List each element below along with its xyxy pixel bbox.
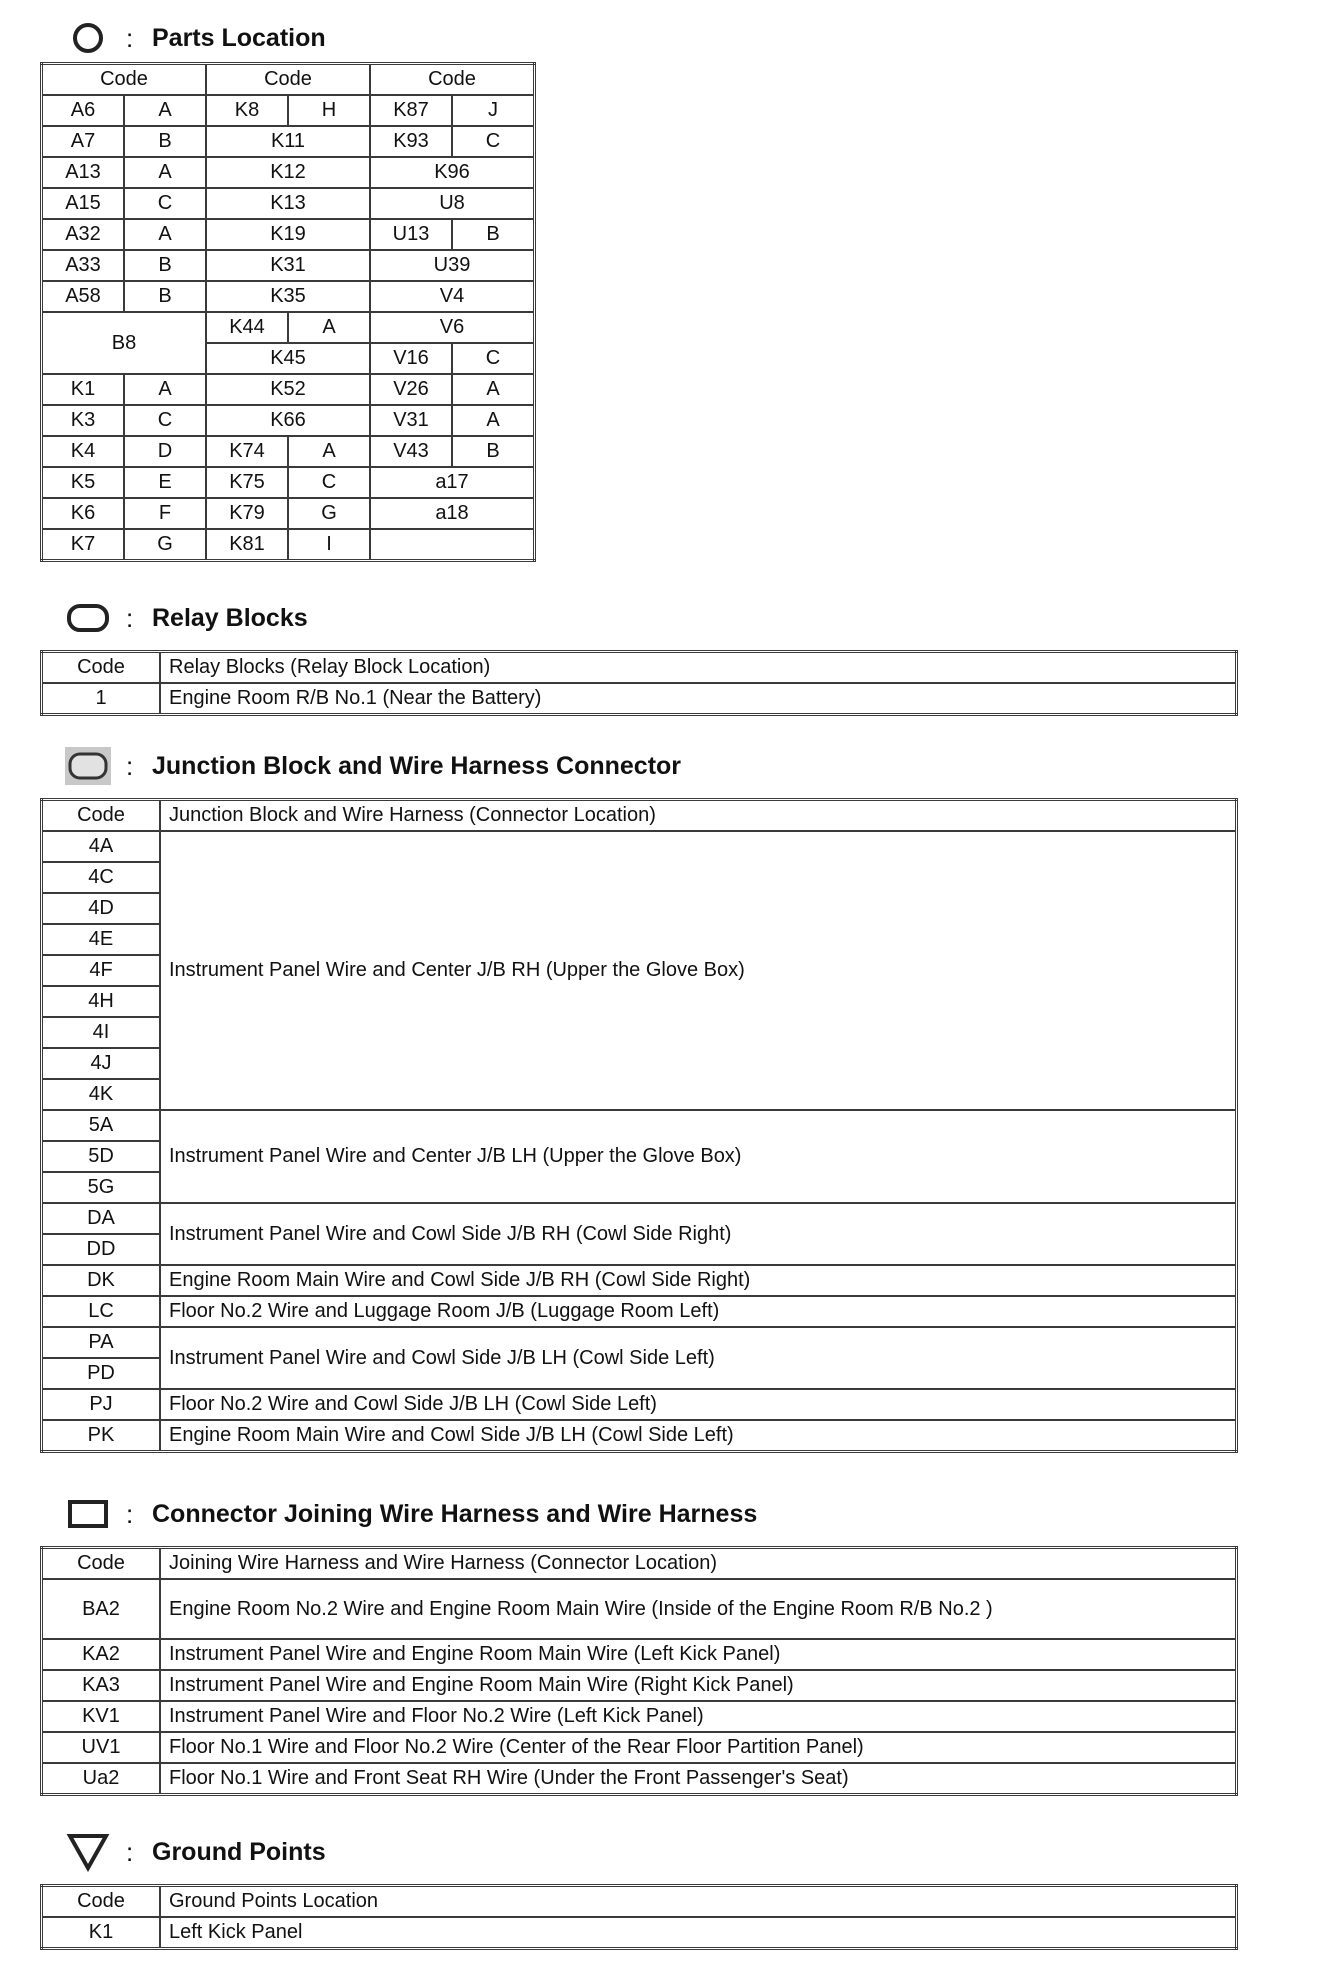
table-row bbox=[42, 405, 535, 436]
table-row bbox=[42, 188, 535, 219]
table-cell: V4 bbox=[370, 281, 535, 312]
code-cell: KA3 bbox=[42, 1670, 161, 1701]
desc-cell: Floor No.2 Wire and Cowl Side J/B LH (Cowl Side Left) bbox=[160, 1389, 1237, 1420]
table-row bbox=[42, 831, 1237, 862]
table-row bbox=[42, 1548, 1237, 1580]
table-cell: K6 bbox=[42, 498, 125, 529]
table-row bbox=[42, 652, 1237, 684]
table-row bbox=[42, 1917, 1237, 1949]
table-row bbox=[42, 374, 535, 405]
code-cell: PD bbox=[42, 1358, 161, 1389]
relay-blocks-table bbox=[40, 650, 1238, 716]
table-cell: B bbox=[452, 219, 535, 250]
desc-cell: Ground Points Location bbox=[160, 1886, 1237, 1918]
desc-cell: Instrument Panel Wire and Floor No.2 Wire (Left Kick Panel) bbox=[160, 1701, 1237, 1732]
code-cell: PJ bbox=[42, 1389, 161, 1420]
table-cell: A33 bbox=[42, 250, 125, 281]
table-cell: Code bbox=[42, 64, 207, 96]
table-cell: K5 bbox=[42, 467, 125, 498]
junction-block-heading bbox=[58, 744, 681, 788]
table-cell: I bbox=[288, 529, 370, 561]
table-cell: A6 bbox=[42, 95, 125, 126]
table-cell: D bbox=[124, 436, 206, 467]
table-cell: K44 bbox=[206, 312, 288, 343]
table-row bbox=[42, 1110, 1237, 1141]
table-cell: K1 bbox=[42, 374, 125, 405]
desc-cell: Instrument Panel Wire and Cowl Side J/B LH (Cowl Side Left) bbox=[160, 1327, 1237, 1389]
code-cell: 4E bbox=[42, 924, 161, 955]
table-row bbox=[42, 1670, 1237, 1701]
table-cell: K45 bbox=[206, 343, 370, 374]
table-row bbox=[42, 1732, 1237, 1763]
desc-cell: Floor No.2 Wire and Luggage Room J/B (Luggage Room Left) bbox=[160, 1296, 1237, 1327]
desc-cell: Instrument Panel Wire and Center J/B LH (Upper the Glove Box) bbox=[160, 1110, 1237, 1203]
code-cell: KV1 bbox=[42, 1701, 161, 1732]
table-cell: K7 bbox=[42, 529, 125, 561]
code-cell: 4I bbox=[42, 1017, 161, 1048]
section-title: Parts Location bbox=[152, 23, 326, 52]
table-row bbox=[42, 219, 535, 250]
table-cell: K13 bbox=[206, 188, 370, 219]
code-cell: UV1 bbox=[42, 1732, 161, 1763]
code-cell: 4A bbox=[42, 831, 161, 862]
table-cell: B bbox=[124, 250, 206, 281]
code-cell: DA bbox=[42, 1203, 161, 1234]
code-cell: 4F bbox=[42, 955, 161, 986]
table-row bbox=[42, 95, 535, 126]
code-cell: BA2 bbox=[42, 1579, 161, 1639]
section-title: Relay Blocks bbox=[152, 603, 308, 632]
heading-colon: : bbox=[126, 1836, 134, 1867]
table-cell: A bbox=[124, 219, 206, 250]
code-cell: Ua2 bbox=[42, 1763, 161, 1795]
table-row bbox=[42, 1327, 1237, 1358]
code-cell: Code bbox=[42, 652, 161, 684]
table-cell: K4 bbox=[42, 436, 125, 467]
connector-joining-table bbox=[40, 1546, 1238, 1796]
parts-location-table bbox=[40, 62, 536, 562]
code-cell: K1 bbox=[42, 1917, 161, 1949]
table-row bbox=[42, 800, 1237, 832]
table-cell: Code bbox=[206, 64, 370, 96]
table-cell: V26 bbox=[370, 374, 452, 405]
table-cell: K75 bbox=[206, 467, 288, 498]
table-row bbox=[42, 250, 535, 281]
table-cell: C bbox=[124, 188, 206, 219]
code-cell: KA2 bbox=[42, 1639, 161, 1670]
table-cell: K3 bbox=[42, 405, 125, 436]
code-cell: DK bbox=[42, 1265, 161, 1296]
table-row bbox=[42, 1701, 1237, 1732]
table-row bbox=[42, 1265, 1237, 1296]
table-cell: A bbox=[124, 374, 206, 405]
table-cell: K66 bbox=[206, 405, 370, 436]
table-cell: V6 bbox=[370, 312, 535, 343]
code-cell: Code bbox=[42, 1886, 161, 1918]
table-row bbox=[42, 467, 535, 498]
table-cell: K81 bbox=[206, 529, 288, 561]
code-cell: DD bbox=[42, 1234, 161, 1265]
desc-cell: Floor No.1 Wire and Front Seat RH Wire (Under the Front Passenger's Seat) bbox=[160, 1763, 1237, 1795]
table-cell: A bbox=[452, 405, 535, 436]
table-cell: K96 bbox=[370, 157, 535, 188]
code-cell: LC bbox=[42, 1296, 161, 1327]
code-cell: 1 bbox=[42, 683, 161, 715]
section-title: Junction Block and Wire Harness Connector bbox=[152, 751, 682, 780]
heading-colon: : bbox=[126, 1498, 134, 1529]
table-cell: K35 bbox=[206, 281, 370, 312]
table-cell: K52 bbox=[206, 374, 370, 405]
table-cell: a17 bbox=[370, 467, 535, 498]
code-cell: PK bbox=[42, 1420, 161, 1452]
table-cell: K12 bbox=[206, 157, 370, 188]
parts-location-heading bbox=[58, 16, 326, 60]
triangle-icon bbox=[58, 1832, 118, 1872]
table-row bbox=[42, 529, 535, 561]
table-row bbox=[42, 683, 1237, 715]
table-row bbox=[42, 1886, 1237, 1918]
table-cell: K31 bbox=[206, 250, 370, 281]
table-cell: K11 bbox=[206, 126, 370, 157]
desc-cell: Joining Wire Harness and Wire Harness (Connector Location) bbox=[160, 1548, 1237, 1580]
table-cell: K79 bbox=[206, 498, 288, 529]
table-row bbox=[42, 1763, 1237, 1795]
table-cell: B8 bbox=[42, 312, 207, 374]
table-cell: A bbox=[288, 436, 370, 467]
table-cell: A32 bbox=[42, 219, 125, 250]
desc-cell: Engine Room No.2 Wire and Engine Room Main Wire (Inside of the Engine Room R/B No.2 ) bbox=[160, 1579, 1237, 1639]
table-cell: A7 bbox=[42, 126, 125, 157]
code-cell: 4K bbox=[42, 1079, 161, 1110]
table-cell: B bbox=[124, 126, 206, 157]
table-cell: K93 bbox=[370, 126, 452, 157]
desc-cell: Junction Block and Wire Harness (Connector Location) bbox=[160, 800, 1237, 832]
table-cell: U8 bbox=[370, 188, 535, 219]
code-cell: 5G bbox=[42, 1172, 161, 1203]
desc-cell: Instrument Panel Wire and Cowl Side J/B RH (Cowl Side Right) bbox=[160, 1203, 1237, 1265]
table-row bbox=[42, 1579, 1237, 1639]
code-cell: 4H bbox=[42, 986, 161, 1017]
table-row bbox=[42, 1639, 1237, 1670]
rounded-rect-icon bbox=[58, 602, 118, 634]
relay-blocks-heading bbox=[58, 596, 308, 640]
heading-colon: : bbox=[126, 22, 134, 53]
code-cell: Code bbox=[42, 800, 161, 832]
heading-colon: : bbox=[126, 750, 134, 781]
table-cell: A13 bbox=[42, 157, 125, 188]
desc-cell: Instrument Panel Wire and Engine Room Main Wire (Left Kick Panel) bbox=[160, 1639, 1237, 1670]
table-cell: A15 bbox=[42, 188, 125, 219]
table-row bbox=[42, 64, 535, 96]
connector-joining-heading bbox=[58, 1492, 757, 1536]
table-cell: F bbox=[124, 498, 206, 529]
code-cell: 4C bbox=[42, 862, 161, 893]
section-title: Ground Points bbox=[152, 1837, 326, 1866]
table-row bbox=[42, 1420, 1237, 1452]
section-title: Connector Joining Wire Harness and Wire Harness bbox=[152, 1499, 758, 1528]
table-cell: A bbox=[124, 157, 206, 188]
shaded-rounded-rect-icon bbox=[58, 746, 118, 786]
table-cell: A bbox=[452, 374, 535, 405]
table-row bbox=[42, 157, 535, 188]
desc-cell: Left Kick Panel bbox=[160, 1917, 1237, 1949]
desc-cell: Engine Room Main Wire and Cowl Side J/B LH (Cowl Side Left) bbox=[160, 1420, 1237, 1452]
table-cell: J bbox=[452, 95, 535, 126]
table-cell: K74 bbox=[206, 436, 288, 467]
code-cell: Code bbox=[42, 1548, 161, 1580]
table-row bbox=[42, 281, 535, 312]
table-cell: V43 bbox=[370, 436, 452, 467]
table-cell: K87 bbox=[370, 95, 452, 126]
table-cell: G bbox=[288, 498, 370, 529]
table-cell: V16 bbox=[370, 343, 452, 374]
table-cell: G bbox=[124, 529, 206, 561]
ground-points-heading bbox=[58, 1830, 326, 1874]
table-cell: U39 bbox=[370, 250, 535, 281]
table-row bbox=[42, 498, 535, 529]
table-cell: U13 bbox=[370, 219, 452, 250]
table-cell: C bbox=[288, 467, 370, 498]
code-cell: 5D bbox=[42, 1141, 161, 1172]
table-cell: C bbox=[452, 126, 535, 157]
desc-cell: Engine Room Main Wire and Cowl Side J/B RH (Cowl Side Right) bbox=[160, 1265, 1237, 1296]
junction-block-table bbox=[40, 798, 1238, 1453]
table-cell: C bbox=[452, 343, 535, 374]
table-cell: C bbox=[124, 405, 206, 436]
table-cell: E bbox=[124, 467, 206, 498]
heading-colon: : bbox=[126, 602, 134, 633]
table-row bbox=[42, 126, 535, 157]
desc-cell: Engine Room R/B No.1 (Near the Battery) bbox=[160, 683, 1237, 715]
table-row bbox=[42, 436, 535, 467]
table-cell: B bbox=[124, 281, 206, 312]
table-cell: V31 bbox=[370, 405, 452, 436]
table-cell: A58 bbox=[42, 281, 125, 312]
table-row bbox=[42, 1296, 1237, 1327]
ground-points-table bbox=[40, 1884, 1238, 1950]
table-row bbox=[42, 312, 535, 343]
code-cell: 5A bbox=[42, 1110, 161, 1141]
table-cell: a18 bbox=[370, 498, 535, 529]
code-cell: 4D bbox=[42, 893, 161, 924]
table-cell: H bbox=[288, 95, 370, 126]
table-cell bbox=[370, 529, 535, 561]
desc-cell: Instrument Panel Wire and Engine Room Main Wire (Right Kick Panel) bbox=[160, 1670, 1237, 1701]
table-cell: A bbox=[288, 312, 370, 343]
circle-icon bbox=[58, 21, 118, 55]
table-cell: A bbox=[124, 95, 206, 126]
table-cell: Code bbox=[370, 64, 535, 96]
table-cell: K19 bbox=[206, 219, 370, 250]
desc-cell: Instrument Panel Wire and Center J/B RH (Upper the Glove Box) bbox=[160, 831, 1237, 1110]
rect-icon bbox=[58, 1498, 118, 1530]
code-cell: PA bbox=[42, 1327, 161, 1358]
table-row bbox=[42, 1203, 1237, 1234]
desc-cell: Relay Blocks (Relay Block Location) bbox=[160, 652, 1237, 684]
code-cell: 4J bbox=[42, 1048, 161, 1079]
table-row bbox=[42, 1389, 1237, 1420]
table-cell: B bbox=[452, 436, 535, 467]
desc-cell: Floor No.1 Wire and Floor No.2 Wire (Center of the Rear Floor Partition Panel) bbox=[160, 1732, 1237, 1763]
table-cell: K8 bbox=[206, 95, 288, 126]
